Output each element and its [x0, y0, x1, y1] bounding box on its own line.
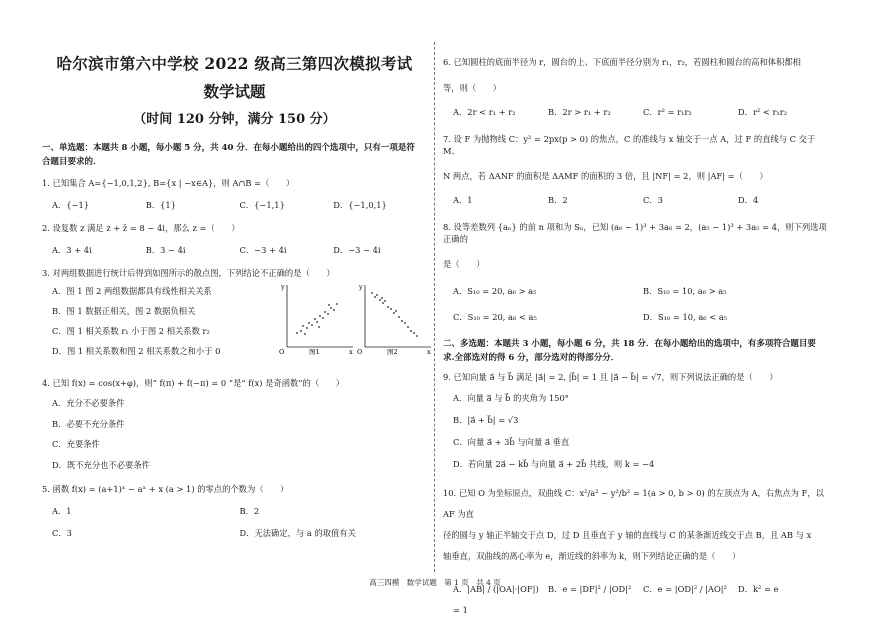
question-4-stem: 4. 已知 f(x) = cos(x+φ)，则“ f(π) + f(−π) = 0 ”是“ f(x) 是奇函数”的（ ） — [42, 378, 345, 388]
page-footer: 高三四模 数学试题 第 1 页 共 4 页 — [369, 578, 501, 587]
option-d: D．S₁₀ = 10, a₆ < a₅ — [643, 312, 728, 322]
question-10-stem-line-1: 10. 已知 O 为坐标原点，双曲线 C：x²/a² − y²/b² = 1(a > 0, b > 0) 的左顶点为 A，右焦点为 F，以 AF 为直 — [443, 488, 824, 519]
question-6-options — [443, 106, 833, 118]
option-c: C．3 — [52, 528, 72, 538]
question-6-stem-line-2: 等，则（ ） — [443, 83, 502, 93]
origin-label: O — [279, 348, 285, 355]
question-8-options-row-2 — [443, 311, 833, 323]
question-2-options — [42, 244, 427, 256]
question-7-stem-line-2: N 两点，若 ΔANF 的面积是 ΔAMF 的面积的 3 倍，且 |NF| = 2，则 |AF| =（ ） — [443, 171, 768, 181]
option-d: D．无法确定，与 a 的取值有关 — [239, 528, 356, 538]
option-a: A．1 — [453, 195, 473, 205]
question-2 — [42, 222, 427, 256]
y-axis-label: y — [359, 283, 363, 291]
exam-time-info: （时间 120 分钟，满分 150 分） — [133, 112, 336, 127]
question-5-options-row-1 — [42, 505, 427, 517]
question-8-stem-line-2: 是（ ） — [443, 259, 485, 269]
option-c: C．图 1 相关系数 r₁ 小于图 2 相关系数 r₂ — [52, 326, 210, 336]
question-7-options — [443, 194, 833, 206]
option-c: C．向量 a⃗ + 3b⃗ 与向量 a⃗ 垂直 — [453, 437, 570, 447]
option-c: C．−3 + 4i — [239, 245, 287, 255]
option-b: B．{1} — [145, 200, 176, 210]
option-b: B．e = |DF|² / |OD|² — [548, 584, 632, 594]
question-3-stem: 3. 对两组数据进行统计后得到如图所示的散点图，下列结论不正确的是（ ） — [42, 268, 335, 278]
option-d: D．k² = e — [738, 584, 779, 594]
option-a: A．2r < r₁ + r₂ — [453, 107, 516, 117]
option-a: A．图 1 图 2 两组数据都具有线性相关关系 — [52, 286, 212, 296]
option-c: C．e = |OD|² / |AO|² — [643, 584, 727, 594]
option-c: C．S₁₀ = 20, a₆ < a₅ — [453, 312, 537, 322]
question-2-stem: 2. 设复数 z 满足 z + z̄ = 8 − 4i，那么 z =（ ） — [42, 223, 240, 233]
question-4-options — [42, 393, 427, 475]
origin-label: O — [357, 348, 363, 355]
question-5 — [42, 483, 427, 539]
question-6-stem-line-1: 6. 已知圆柱的底面半径为 r，圆台的上、下底面半径分别为 r₁，r₂，若圆柱和圆台的高和体积都相 — [443, 57, 801, 67]
exam-title: 哈尔滨市第六中学校 2022 级高三第四次模拟考试 — [56, 54, 413, 73]
option-b: B．3 − 4i — [145, 245, 186, 255]
left-column — [42, 50, 431, 539]
question-10-stem-line-2: 径的圆与 y 轴正半轴交于点 D，过 D 且垂直于 y 轴的直线与 C 的某条渐近线交于点 B，且 AB 与 x — [443, 530, 812, 540]
option-b: B．2 — [548, 195, 568, 205]
option-d: D．r² < r₁r₂ — [738, 107, 788, 117]
question-9 — [443, 371, 833, 475]
right-column — [443, 50, 833, 621]
option-d: D．若向量 2a⃗ − kb⃗ 与向量 a⃗ + 2b⃗ 共线，则 k = −4 — [453, 459, 655, 469]
y-axis-label: y — [281, 283, 285, 291]
figure-2-label: 图2 — [387, 348, 398, 355]
section-1-heading: 一、单选题：本题共 8 小题，每小题 5 分，共 40 分．在每小题给出的四个选项中，只有一项是符 合题目要求的． — [42, 143, 415, 167]
question-5-options-row-2 — [42, 527, 427, 539]
option-c: C．r² = r₁r₂ — [643, 107, 692, 117]
option-b: B．必要不充分条件 — [52, 418, 125, 429]
option-a: A．充分不必要条件 — [52, 398, 125, 408]
option-d: D．−3 − 4i — [333, 245, 381, 255]
question-3 — [42, 267, 431, 365]
scatter-figure-2 — [357, 281, 435, 355]
option-a: A．|AB| / (|OA|·|OF|) = 1 — [453, 584, 539, 615]
option-c: C．3 — [643, 195, 663, 205]
x-axis-label: x — [427, 348, 431, 355]
option-b: B．|a⃗ + b⃗| = √3 — [453, 415, 519, 425]
question-6 — [443, 56, 833, 118]
question-1-options — [42, 199, 427, 211]
x-axis-label: x — [349, 348, 353, 355]
option-c: C．充要条件 — [52, 439, 100, 449]
option-b: B．2r > r₁ + r₂ — [548, 107, 611, 117]
question-9-stem: 9. 已知向量 a⃗ 与 b⃗ 满足 |a⃗| = 2, |b⃗| = 1 且 |a⃗ − b⃗| = √7，则下列说法正确的是（ ） — [443, 372, 778, 382]
question-5-stem: 5. 函数 f(x) = (a+1)ˣ − aˣ + x (a > 1) 的零点的个数为（ ） — [42, 484, 289, 494]
option-d: D．{−1,0,1} — [333, 200, 387, 210]
section-2-heading: 二、多选题：本题共 3 小题，每小题 6 分，共 18 分．在每小题给出的选项中，有多项符合题目要 求.全部选对的得 6 分，部分选对的得部分分． — [443, 339, 816, 363]
option-b: B．2 — [239, 506, 260, 516]
option-d: D．4 — [738, 195, 759, 205]
question-4 — [42, 377, 427, 475]
option-c: C．{−1,1} — [239, 200, 285, 210]
exam-subtitle: 数学试题 — [203, 82, 266, 101]
option-d: D．既不充分也不必要条件 — [52, 459, 150, 470]
option-a: A．3 + 4i — [52, 245, 92, 255]
question-10 — [443, 483, 833, 621]
option-d: D．图 1 相关系数和图 2 相关系数之和小于 0 — [52, 346, 221, 356]
question-8 — [443, 221, 833, 323]
option-a: A．1 — [52, 506, 72, 516]
question-9-options — [443, 387, 833, 475]
question-1 — [42, 177, 427, 211]
scatter-figure-1 — [279, 281, 357, 355]
question-1-stem: 1. 已知集合 A={−1,0,1,2}, B={x | −x∈A}，则 A∩B =（ ） — [42, 178, 295, 188]
option-a: A．S₁₀ = 20, a₆ > a₅ — [453, 286, 537, 296]
option-a: A．向量 a⃗ 与 b⃗ 的夹角为 150° — [453, 393, 569, 403]
question-7-stem-line-1: 7. 设 F 为抛物线 C：y² = 2px(p > 0) 的焦点，C 的准线与 x 轴交于一点 A，过 F 的直线与 C 交于 M、 — [443, 134, 816, 156]
option-a: A．{−1} — [52, 200, 90, 210]
question-8-stem-line-1: 8. 设等差数列 {aₙ} 的前 n 项和为 Sₙ，已知 (a₆ − 1)³ + 3a₆ = 2，(a₅ − 1)³ + 3a₅ = 4，则下列选项正确的 — [443, 222, 827, 244]
figure-1-label: 图1 — [309, 348, 320, 355]
option-b: B．S₁₀ = 10, a₆ > a₅ — [643, 286, 727, 296]
option-b: B．图 1 数据正相关，图 2 数据负相关 — [52, 306, 196, 316]
question-10-stem-line-3: 轴垂直，双曲线的离心率为 e，渐近线的斜率为 k，则下列结论正确的是（ ） — [443, 551, 741, 561]
question-8-options-row-1 — [443, 285, 833, 297]
question-7 — [443, 133, 833, 206]
